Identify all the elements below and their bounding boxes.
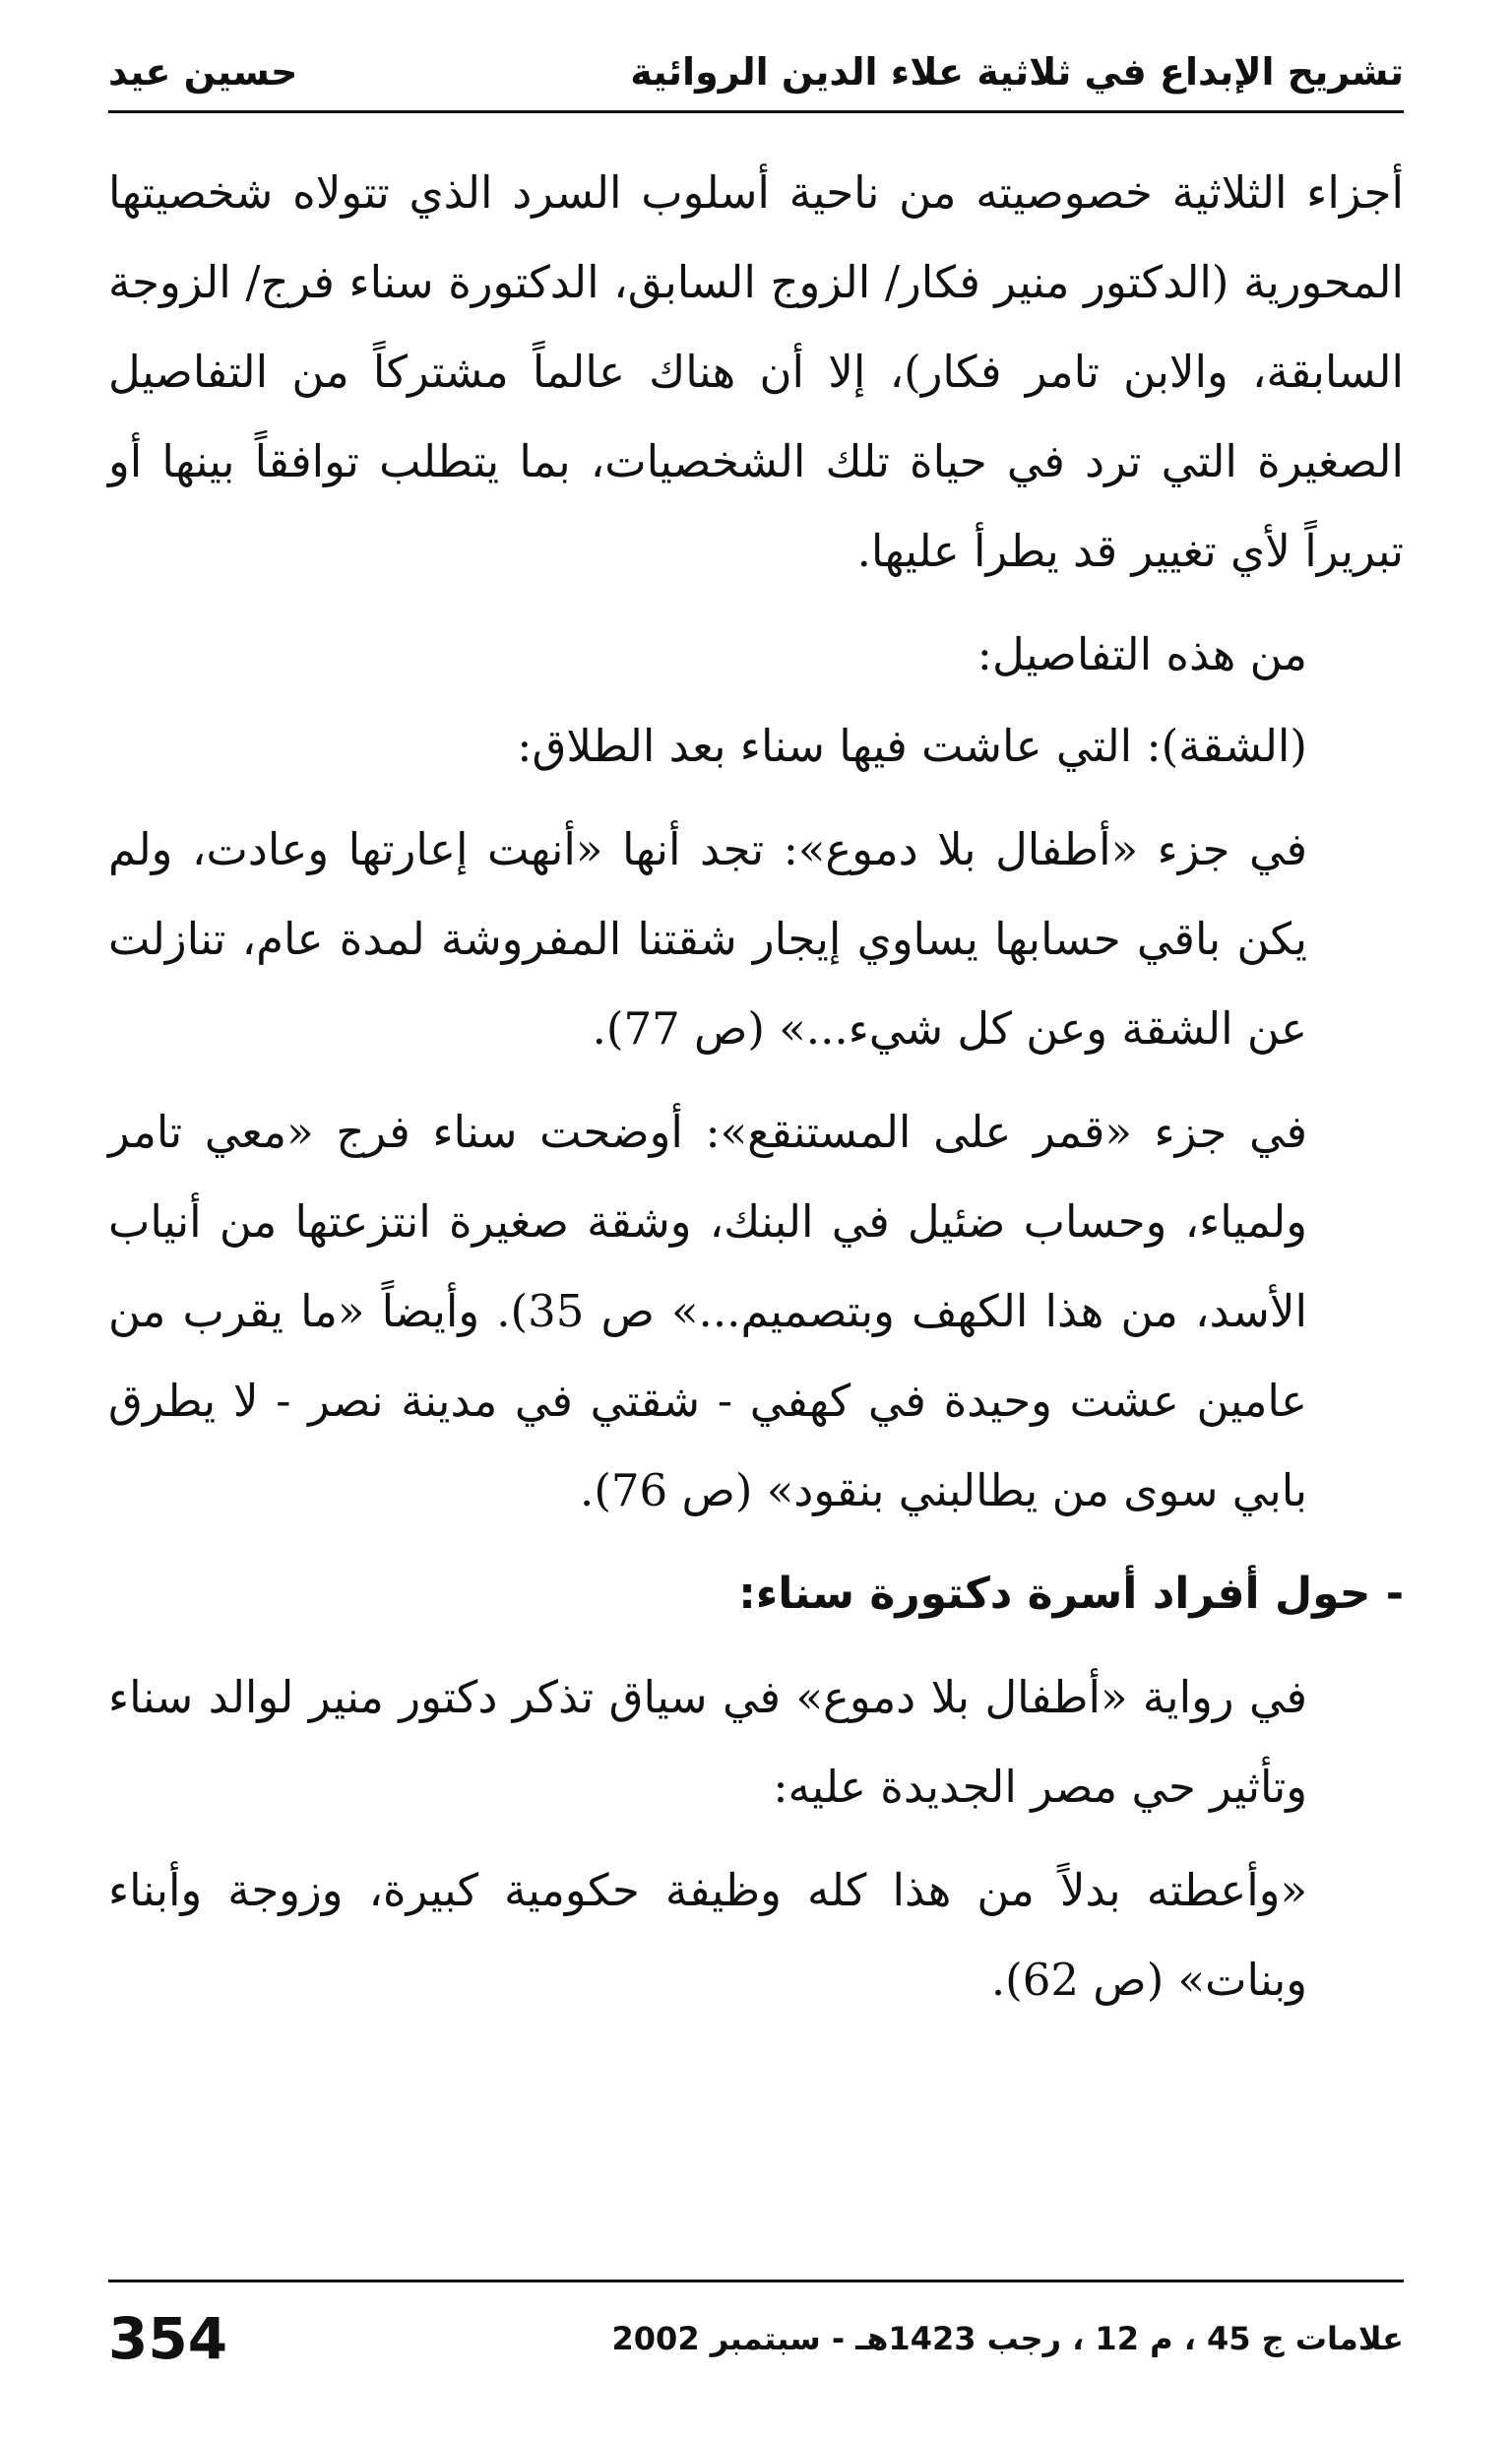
header-divider <box>108 110 1404 113</box>
paragraph-moon-on-swamp: في جزء «قمر على المستنقع»: أوضحت سناء فرج «معي تامر ولمياء، وحساب ضئيل في البنك، وشقة صغيرة انتزعتها من أنياب الأسد، من هذا الكهف وبتصميم...» ص 35). وأيضاً «ما يقرب من عامين عشت وحيدة في كهفي - شقتي في مدينة نصر - لا يطرق بابي سوى من يطالبني بنقود» (ص 76). <box>108 1106 1307 1516</box>
paragraph-quotation: «وأعطته بدلاً من هذا كله وظيفة حكومية كبيرة، وزوجة وأبناء وبنات» (ص 62). <box>108 1864 1307 2006</box>
paragraph-continuation: أجزاء الثلاثية خصوصيته من ناحية أسلوب السرد الذي تتولاه شخصيتها المحورية (الدكتور منير فكار/ الزوج السابق، الدكتورة سناء فرج/ الزوجة السابقة، والابن تامر فكار)، إلا أن هناك عالماً مشتركاً من التفاصيل الصغيرة التي ترد في حياة تلك الشخصيات، بما يتطلب توافقاً بينها أو تبريراً لأي تغيير قد يطرأ عليها. <box>108 166 1404 577</box>
running-header <box>108 37 1404 106</box>
header-title: تشريح الإبداع في ثلاثية علاء الدين الروائية <box>630 50 1404 94</box>
section-heading-family: - حول أفراد أسرة دكتورة سناء: <box>738 1569 1404 1619</box>
journal-info: علامات ج 45 ، م 12 ، رجب 1423هـ - سبتمبر 2002 <box>611 2320 1404 2357</box>
paragraph-apartment-heading: (الشقة): التي عاشت فيها سناء بعد الطلاق: <box>517 720 1307 772</box>
paragraph-novel-context: في رواية «أطفال بلا دموع» في سياق تذكر دكتور منير لوالد سناء وتأثير حي مصر الجديدة عليه: <box>108 1671 1307 1813</box>
header-author: حسين عيد <box>108 50 298 94</box>
footer-divider <box>108 2280 1404 2282</box>
paragraph-children-without-tears: في جزء «أطفال بلا دموع»: تجد أنها «أنهت إعارتها وعادت، ولم يكن باقي حسابها يساوي إيجار شقتنا المفروشة لمدة عام، تنازلت عن الشقة وعن كل شيء...» (ص 77). <box>108 823 1307 1055</box>
body-text <box>108 148 1404 2038</box>
page-number: 354 <box>108 2305 228 2372</box>
page-footer <box>108 2299 1404 2378</box>
paragraph-details-intro: من هذه التفاصيل: <box>976 628 1307 680</box>
